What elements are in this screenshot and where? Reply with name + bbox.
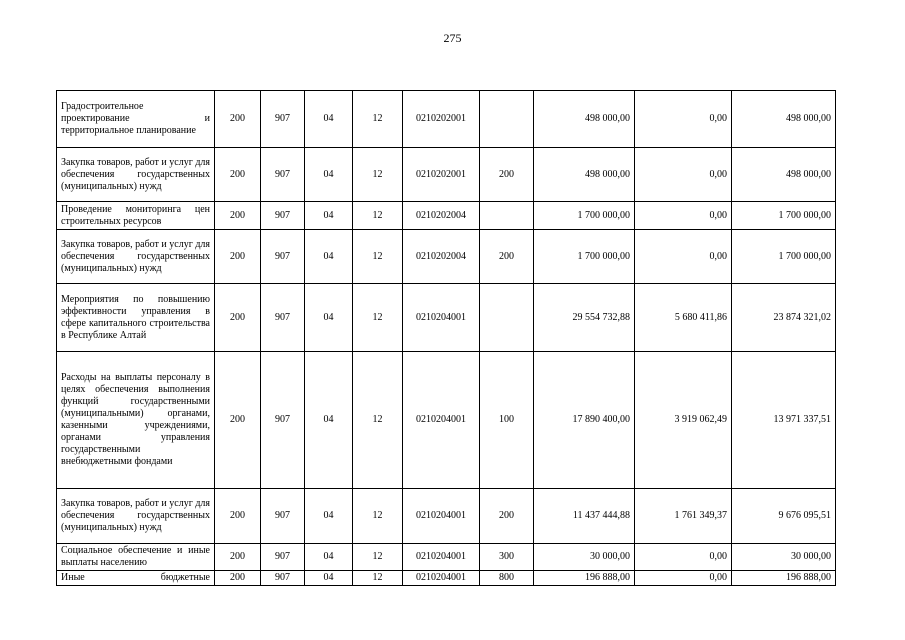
cell-vr <box>480 91 534 148</box>
table-row <box>57 148 836 202</box>
row-name: Проведение мониторинга цен строительных ресурсов <box>57 202 215 230</box>
cell-vr <box>480 202 534 230</box>
cell-c3: 04 <box>305 544 353 571</box>
cell-c4: 12 <box>353 544 403 571</box>
cell-value-3: 30 000,00 <box>732 544 836 571</box>
cell-c2: 907 <box>261 284 305 352</box>
table-row <box>57 202 836 230</box>
budget-table <box>56 90 836 586</box>
cell-value-3: 498 000,00 <box>732 148 836 202</box>
cell-c2: 907 <box>261 571 305 586</box>
cell-c1: 200 <box>215 91 261 148</box>
cell-value-1: 498 000,00 <box>534 91 635 148</box>
cell-value-2: 1 761 349,37 <box>635 489 732 544</box>
cell-value-1: 17 890 400,00 <box>534 352 635 489</box>
cell-c4: 12 <box>353 230 403 284</box>
cell-c1: 200 <box>215 571 261 586</box>
cell-value-3: 1 700 000,00 <box>732 202 836 230</box>
cell-c1: 200 <box>215 230 261 284</box>
row-name: Социальное обеспечение и иные выплаты населению <box>57 544 215 571</box>
cell-value-2: 0,00 <box>635 202 732 230</box>
cell-vr: 800 <box>480 571 534 586</box>
cell-value-3: 13 971 337,51 <box>732 352 836 489</box>
cell-c1: 200 <box>215 284 261 352</box>
cell-code: 0210202001 <box>403 148 480 202</box>
cell-c3: 04 <box>305 571 353 586</box>
cell-value-1: 498 000,00 <box>534 148 635 202</box>
cell-value-3: 9 676 095,51 <box>732 489 836 544</box>
cell-c4: 12 <box>353 284 403 352</box>
cell-value-1: 196 888,00 <box>534 571 635 586</box>
cell-c1: 200 <box>215 544 261 571</box>
cell-code: 0210202004 <box>403 202 480 230</box>
table-row <box>57 544 836 571</box>
cell-c4: 12 <box>353 202 403 230</box>
cell-c1: 200 <box>215 148 261 202</box>
cell-vr: 200 <box>480 230 534 284</box>
row-name: Иные бюджетные <box>57 571 215 586</box>
row-name: Градостроительное проектирование и территориальное планирование <box>57 91 215 148</box>
table-row <box>57 284 836 352</box>
cell-value-1: 11 437 444,88 <box>534 489 635 544</box>
cell-c2: 907 <box>261 202 305 230</box>
cell-c4: 12 <box>353 489 403 544</box>
row-name: Закупка товаров, работ и услуг для обеспечения государственных (муниципальных) нужд <box>57 489 215 544</box>
cell-vr: 100 <box>480 352 534 489</box>
cell-c2: 907 <box>261 544 305 571</box>
cell-c3: 04 <box>305 230 353 284</box>
row-name: Мероприятия по повышению эффективности управления в сфере капитального строительства в Республике Алтай <box>57 284 215 352</box>
cell-code: 0210202004 <box>403 230 480 284</box>
cell-value-1: 29 554 732,88 <box>534 284 635 352</box>
cell-value-3: 196 888,00 <box>732 571 836 586</box>
cell-c4: 12 <box>353 352 403 489</box>
cell-value-2: 3 919 062,49 <box>635 352 732 489</box>
cell-c3: 04 <box>305 91 353 148</box>
cell-c3: 04 <box>305 489 353 544</box>
cell-value-1: 1 700 000,00 <box>534 202 635 230</box>
row-name: Закупка товаров, работ и услуг для обеспечения государственных (муниципальных) нужд <box>57 230 215 284</box>
cell-c3: 04 <box>305 352 353 489</box>
cell-c2: 907 <box>261 230 305 284</box>
cell-c1: 200 <box>215 352 261 489</box>
cell-c2: 907 <box>261 489 305 544</box>
cell-c3: 04 <box>305 148 353 202</box>
row-name: Закупка товаров, работ и услуг для обеспечения государственных (муниципальных) нужд <box>57 148 215 202</box>
cell-vr: 200 <box>480 489 534 544</box>
cell-code: 0210204001 <box>403 571 480 586</box>
cell-vr: 200 <box>480 148 534 202</box>
cell-value-2: 0,00 <box>635 91 732 148</box>
cell-value-3: 23 874 321,02 <box>732 284 836 352</box>
page-number: 275 <box>443 31 462 45</box>
cell-c1: 200 <box>215 202 261 230</box>
cell-c4: 12 <box>353 91 403 148</box>
row-name: Расходы на выплаты персоналу в целях обеспечения выполнения функций государственными (муниципальными) органами, казенными учреждениями, органами управления государственными внебюджетными фондами <box>57 352 215 489</box>
cell-value-3: 498 000,00 <box>732 91 836 148</box>
cell-value-2: 0,00 <box>635 148 732 202</box>
table-row <box>57 352 836 489</box>
cell-value-2: 0,00 <box>635 230 732 284</box>
cell-value-2: 0,00 <box>635 544 732 571</box>
cell-code: 0210202001 <box>403 91 480 148</box>
table-row <box>57 571 836 586</box>
cell-code: 0210204001 <box>403 352 480 489</box>
cell-c2: 907 <box>261 148 305 202</box>
cell-vr <box>480 284 534 352</box>
table-row <box>57 230 836 284</box>
cell-vr: 300 <box>480 544 534 571</box>
cell-c2: 907 <box>261 91 305 148</box>
cell-value-2: 5 680 411,86 <box>635 284 732 352</box>
cell-value-1: 30 000,00 <box>534 544 635 571</box>
cell-c2: 907 <box>261 352 305 489</box>
cell-c4: 12 <box>353 571 403 586</box>
cell-c3: 04 <box>305 284 353 352</box>
cell-c1: 200 <box>215 489 261 544</box>
cell-c4: 12 <box>353 148 403 202</box>
cell-c3: 04 <box>305 202 353 230</box>
cell-code: 0210204001 <box>403 544 480 571</box>
table-row <box>57 91 836 148</box>
cell-value-1: 1 700 000,00 <box>534 230 635 284</box>
table-row <box>57 489 836 544</box>
cell-value-3: 1 700 000,00 <box>732 230 836 284</box>
cell-value-2: 0,00 <box>635 571 732 586</box>
cell-code: 0210204001 <box>403 284 480 352</box>
cell-code: 0210204001 <box>403 489 480 544</box>
